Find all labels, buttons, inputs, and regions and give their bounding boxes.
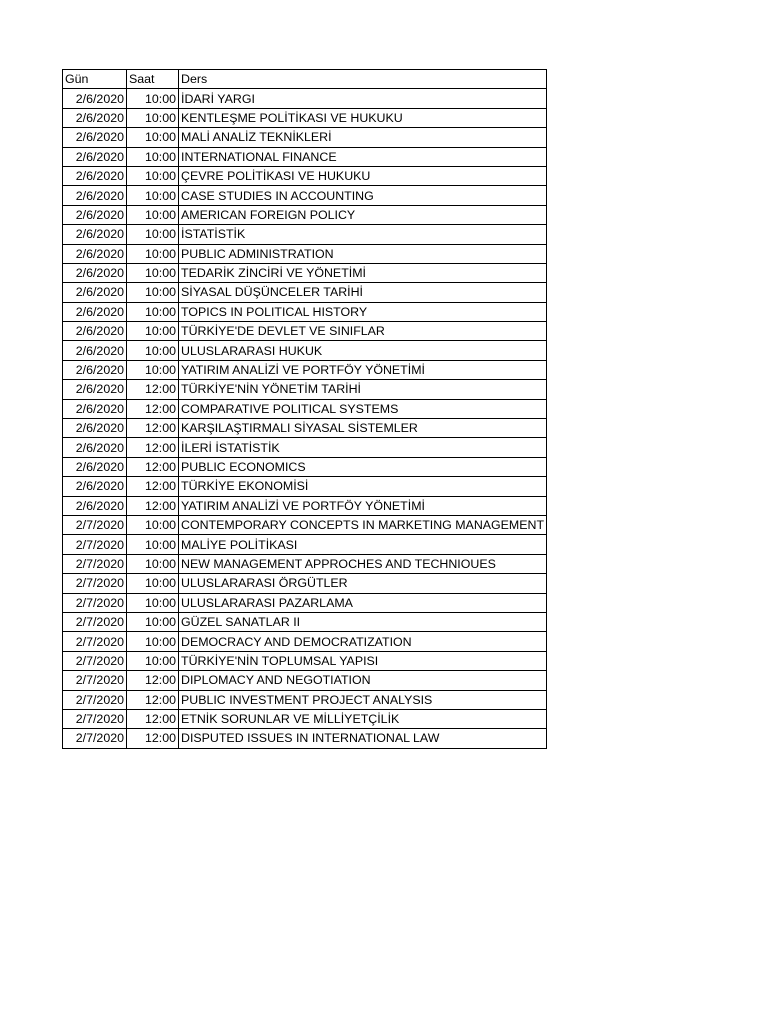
table-body xyxy=(63,89,547,748)
date-cell: 2/6/2020 xyxy=(63,225,127,244)
date-cell: 2/7/2020 xyxy=(63,709,127,728)
date-cell: 2/6/2020 xyxy=(63,419,127,438)
table-row xyxy=(63,535,547,554)
time-cell: 12:00 xyxy=(127,496,179,515)
table-row xyxy=(63,263,547,282)
time-cell: 10:00 xyxy=(127,574,179,593)
table-row xyxy=(63,671,547,690)
time-cell: 12:00 xyxy=(127,419,179,438)
date-cell: 2/6/2020 xyxy=(63,477,127,496)
date-cell: 2/7/2020 xyxy=(63,729,127,748)
time-cell: 10:00 xyxy=(127,263,179,282)
time-cell: 10:00 xyxy=(127,515,179,534)
table-row xyxy=(63,322,547,341)
time-cell: 12:00 xyxy=(127,438,179,457)
course-cell: GÜZEL SANATLAR II xyxy=(179,612,547,631)
date-cell: 2/6/2020 xyxy=(63,108,127,127)
table-row xyxy=(63,438,547,457)
table-row xyxy=(63,302,547,321)
course-cell: ETNİK SORUNLAR VE MİLLİYETÇİLİK xyxy=(179,709,547,728)
date-cell: 2/7/2020 xyxy=(63,632,127,651)
date-cell: 2/6/2020 xyxy=(63,263,127,282)
column-header-course: Ders xyxy=(179,70,547,89)
time-cell: 10:00 xyxy=(127,128,179,147)
course-cell: DIPLOMACY AND NEGOTIATION xyxy=(179,671,547,690)
time-cell: 10:00 xyxy=(127,186,179,205)
date-cell: 2/6/2020 xyxy=(63,244,127,263)
date-cell: 2/7/2020 xyxy=(63,612,127,631)
date-cell: 2/6/2020 xyxy=(63,128,127,147)
table-row xyxy=(63,225,547,244)
date-cell: 2/6/2020 xyxy=(63,186,127,205)
table-row xyxy=(63,496,547,515)
time-cell: 10:00 xyxy=(127,244,179,263)
time-cell: 12:00 xyxy=(127,690,179,709)
course-cell: PUBLIC ECONOMICS xyxy=(179,457,547,476)
date-cell: 2/6/2020 xyxy=(63,322,127,341)
course-cell: MALİYE POLİTİKASI xyxy=(179,535,547,554)
date-cell: 2/6/2020 xyxy=(63,399,127,418)
date-cell: 2/6/2020 xyxy=(63,457,127,476)
date-cell: 2/7/2020 xyxy=(63,554,127,573)
course-cell: TOPICS IN POLITICAL HISTORY xyxy=(179,302,547,321)
time-cell: 10:00 xyxy=(127,89,179,108)
time-cell: 10:00 xyxy=(127,632,179,651)
table-row xyxy=(63,515,547,534)
table-header xyxy=(63,70,547,89)
table-row xyxy=(63,205,547,224)
date-cell: 2/7/2020 xyxy=(63,535,127,554)
table-row xyxy=(63,554,547,573)
date-cell: 2/7/2020 xyxy=(63,515,127,534)
time-cell: 10:00 xyxy=(127,612,179,631)
date-cell: 2/6/2020 xyxy=(63,380,127,399)
time-cell: 10:00 xyxy=(127,166,179,185)
date-cell: 2/6/2020 xyxy=(63,496,127,515)
time-cell: 10:00 xyxy=(127,593,179,612)
table-row xyxy=(63,399,547,418)
course-cell: İDARİ YARGI xyxy=(179,89,547,108)
exam-schedule-table xyxy=(62,69,547,749)
date-cell: 2/6/2020 xyxy=(63,166,127,185)
table-row xyxy=(63,166,547,185)
table-row xyxy=(63,651,547,670)
table-row xyxy=(63,283,547,302)
course-cell: TÜRKİYE'DE DEVLET VE SINIFLAR xyxy=(179,322,547,341)
table-row xyxy=(63,419,547,438)
course-cell: DISPUTED ISSUES IN INTERNATIONAL LAW xyxy=(179,729,547,748)
date-cell: 2/6/2020 xyxy=(63,283,127,302)
course-cell: ULUSLARARASI HUKUK xyxy=(179,341,547,360)
course-cell: TÜRKİYE'NİN YÖNETİM TARİHİ xyxy=(179,380,547,399)
course-cell: TÜRKİYE EKONOMİSİ xyxy=(179,477,547,496)
course-cell: KENTLEŞME POLİTİKASI VE HUKUKU xyxy=(179,108,547,127)
time-cell: 10:00 xyxy=(127,283,179,302)
time-cell: 12:00 xyxy=(127,380,179,399)
time-cell: 10:00 xyxy=(127,322,179,341)
time-cell: 12:00 xyxy=(127,399,179,418)
course-cell: CONTEMPORARY CONCEPTS IN MARKETING MANAGEMENT xyxy=(179,515,547,534)
table-row xyxy=(63,89,547,108)
date-cell: 2/6/2020 xyxy=(63,360,127,379)
course-cell: SİYASAL DÜŞÜNCELER TARİHİ xyxy=(179,283,547,302)
course-cell: ULUSLARARASI ÖRGÜTLER xyxy=(179,574,547,593)
course-cell: YATIRIM ANALİZİ VE PORTFÖY YÖNETİMİ xyxy=(179,360,547,379)
time-cell: 12:00 xyxy=(127,457,179,476)
date-cell: 2/6/2020 xyxy=(63,341,127,360)
date-cell: 2/6/2020 xyxy=(63,205,127,224)
time-cell: 10:00 xyxy=(127,108,179,127)
course-cell: DEMOCRACY AND DEMOCRATIZATION xyxy=(179,632,547,651)
table-row xyxy=(63,729,547,748)
course-cell: PUBLIC INVESTMENT PROJECT ANALYSIS xyxy=(179,690,547,709)
table-row xyxy=(63,477,547,496)
date-cell: 2/6/2020 xyxy=(63,302,127,321)
course-cell: NEW MANAGEMENT APPROCHES AND TECHNIOUES xyxy=(179,554,547,573)
table-row xyxy=(63,709,547,728)
table-row xyxy=(63,690,547,709)
time-cell: 12:00 xyxy=(127,477,179,496)
time-cell: 10:00 xyxy=(127,341,179,360)
course-cell: COMPARATIVE POLITICAL SYSTEMS xyxy=(179,399,547,418)
table-row xyxy=(63,632,547,651)
table-row xyxy=(63,128,547,147)
table-row xyxy=(63,360,547,379)
course-cell: İLERİ İSTATİSTİK xyxy=(179,438,547,457)
course-cell: CASE STUDIES IN ACCOUNTING xyxy=(179,186,547,205)
course-cell: INTERNATIONAL FINANCE xyxy=(179,147,547,166)
table-row xyxy=(63,186,547,205)
table-row xyxy=(63,457,547,476)
course-cell: PUBLIC ADMINISTRATION xyxy=(179,244,547,263)
header-row xyxy=(63,70,547,89)
course-cell: AMERICAN FOREIGN POLICY xyxy=(179,205,547,224)
date-cell: 2/7/2020 xyxy=(63,651,127,670)
date-cell: 2/7/2020 xyxy=(63,690,127,709)
date-cell: 2/7/2020 xyxy=(63,574,127,593)
table-row xyxy=(63,341,547,360)
time-cell: 10:00 xyxy=(127,205,179,224)
time-cell: 10:00 xyxy=(127,225,179,244)
course-cell: YATIRIM ANALİZİ VE PORTFÖY YÖNETİMİ xyxy=(179,496,547,515)
time-cell: 10:00 xyxy=(127,554,179,573)
course-cell: İSTATİSTİK xyxy=(179,225,547,244)
date-cell: 2/6/2020 xyxy=(63,89,127,108)
time-cell: 10:00 xyxy=(127,651,179,670)
column-header-time: Saat xyxy=(127,70,179,89)
table-row xyxy=(63,574,547,593)
column-header-day: Gün xyxy=(63,70,127,89)
time-cell: 12:00 xyxy=(127,671,179,690)
table-row xyxy=(63,593,547,612)
course-cell: ULUSLARARASI PAZARLAMA xyxy=(179,593,547,612)
course-cell: TÜRKİYE'NİN TOPLUMSAL YAPISI xyxy=(179,651,547,670)
time-cell: 10:00 xyxy=(127,360,179,379)
time-cell: 12:00 xyxy=(127,709,179,728)
date-cell: 2/6/2020 xyxy=(63,147,127,166)
course-cell: MALİ ANALİZ TEKNİKLERİ xyxy=(179,128,547,147)
time-cell: 10:00 xyxy=(127,535,179,554)
date-cell: 2/7/2020 xyxy=(63,671,127,690)
course-cell: KARŞILAŞTIRMALI SİYASAL SİSTEMLER xyxy=(179,419,547,438)
table-row xyxy=(63,147,547,166)
course-cell: ÇEVRE POLİTİKASI VE HUKUKU xyxy=(179,166,547,185)
table-row xyxy=(63,380,547,399)
date-cell: 2/6/2020 xyxy=(63,438,127,457)
table-row xyxy=(63,108,547,127)
table-row xyxy=(63,244,547,263)
time-cell: 10:00 xyxy=(127,147,179,166)
date-cell: 2/7/2020 xyxy=(63,593,127,612)
time-cell: 12:00 xyxy=(127,729,179,748)
time-cell: 10:00 xyxy=(127,302,179,321)
course-cell: TEDARİK ZİNCİRİ VE YÖNETİMİ xyxy=(179,263,547,282)
table-row xyxy=(63,612,547,631)
